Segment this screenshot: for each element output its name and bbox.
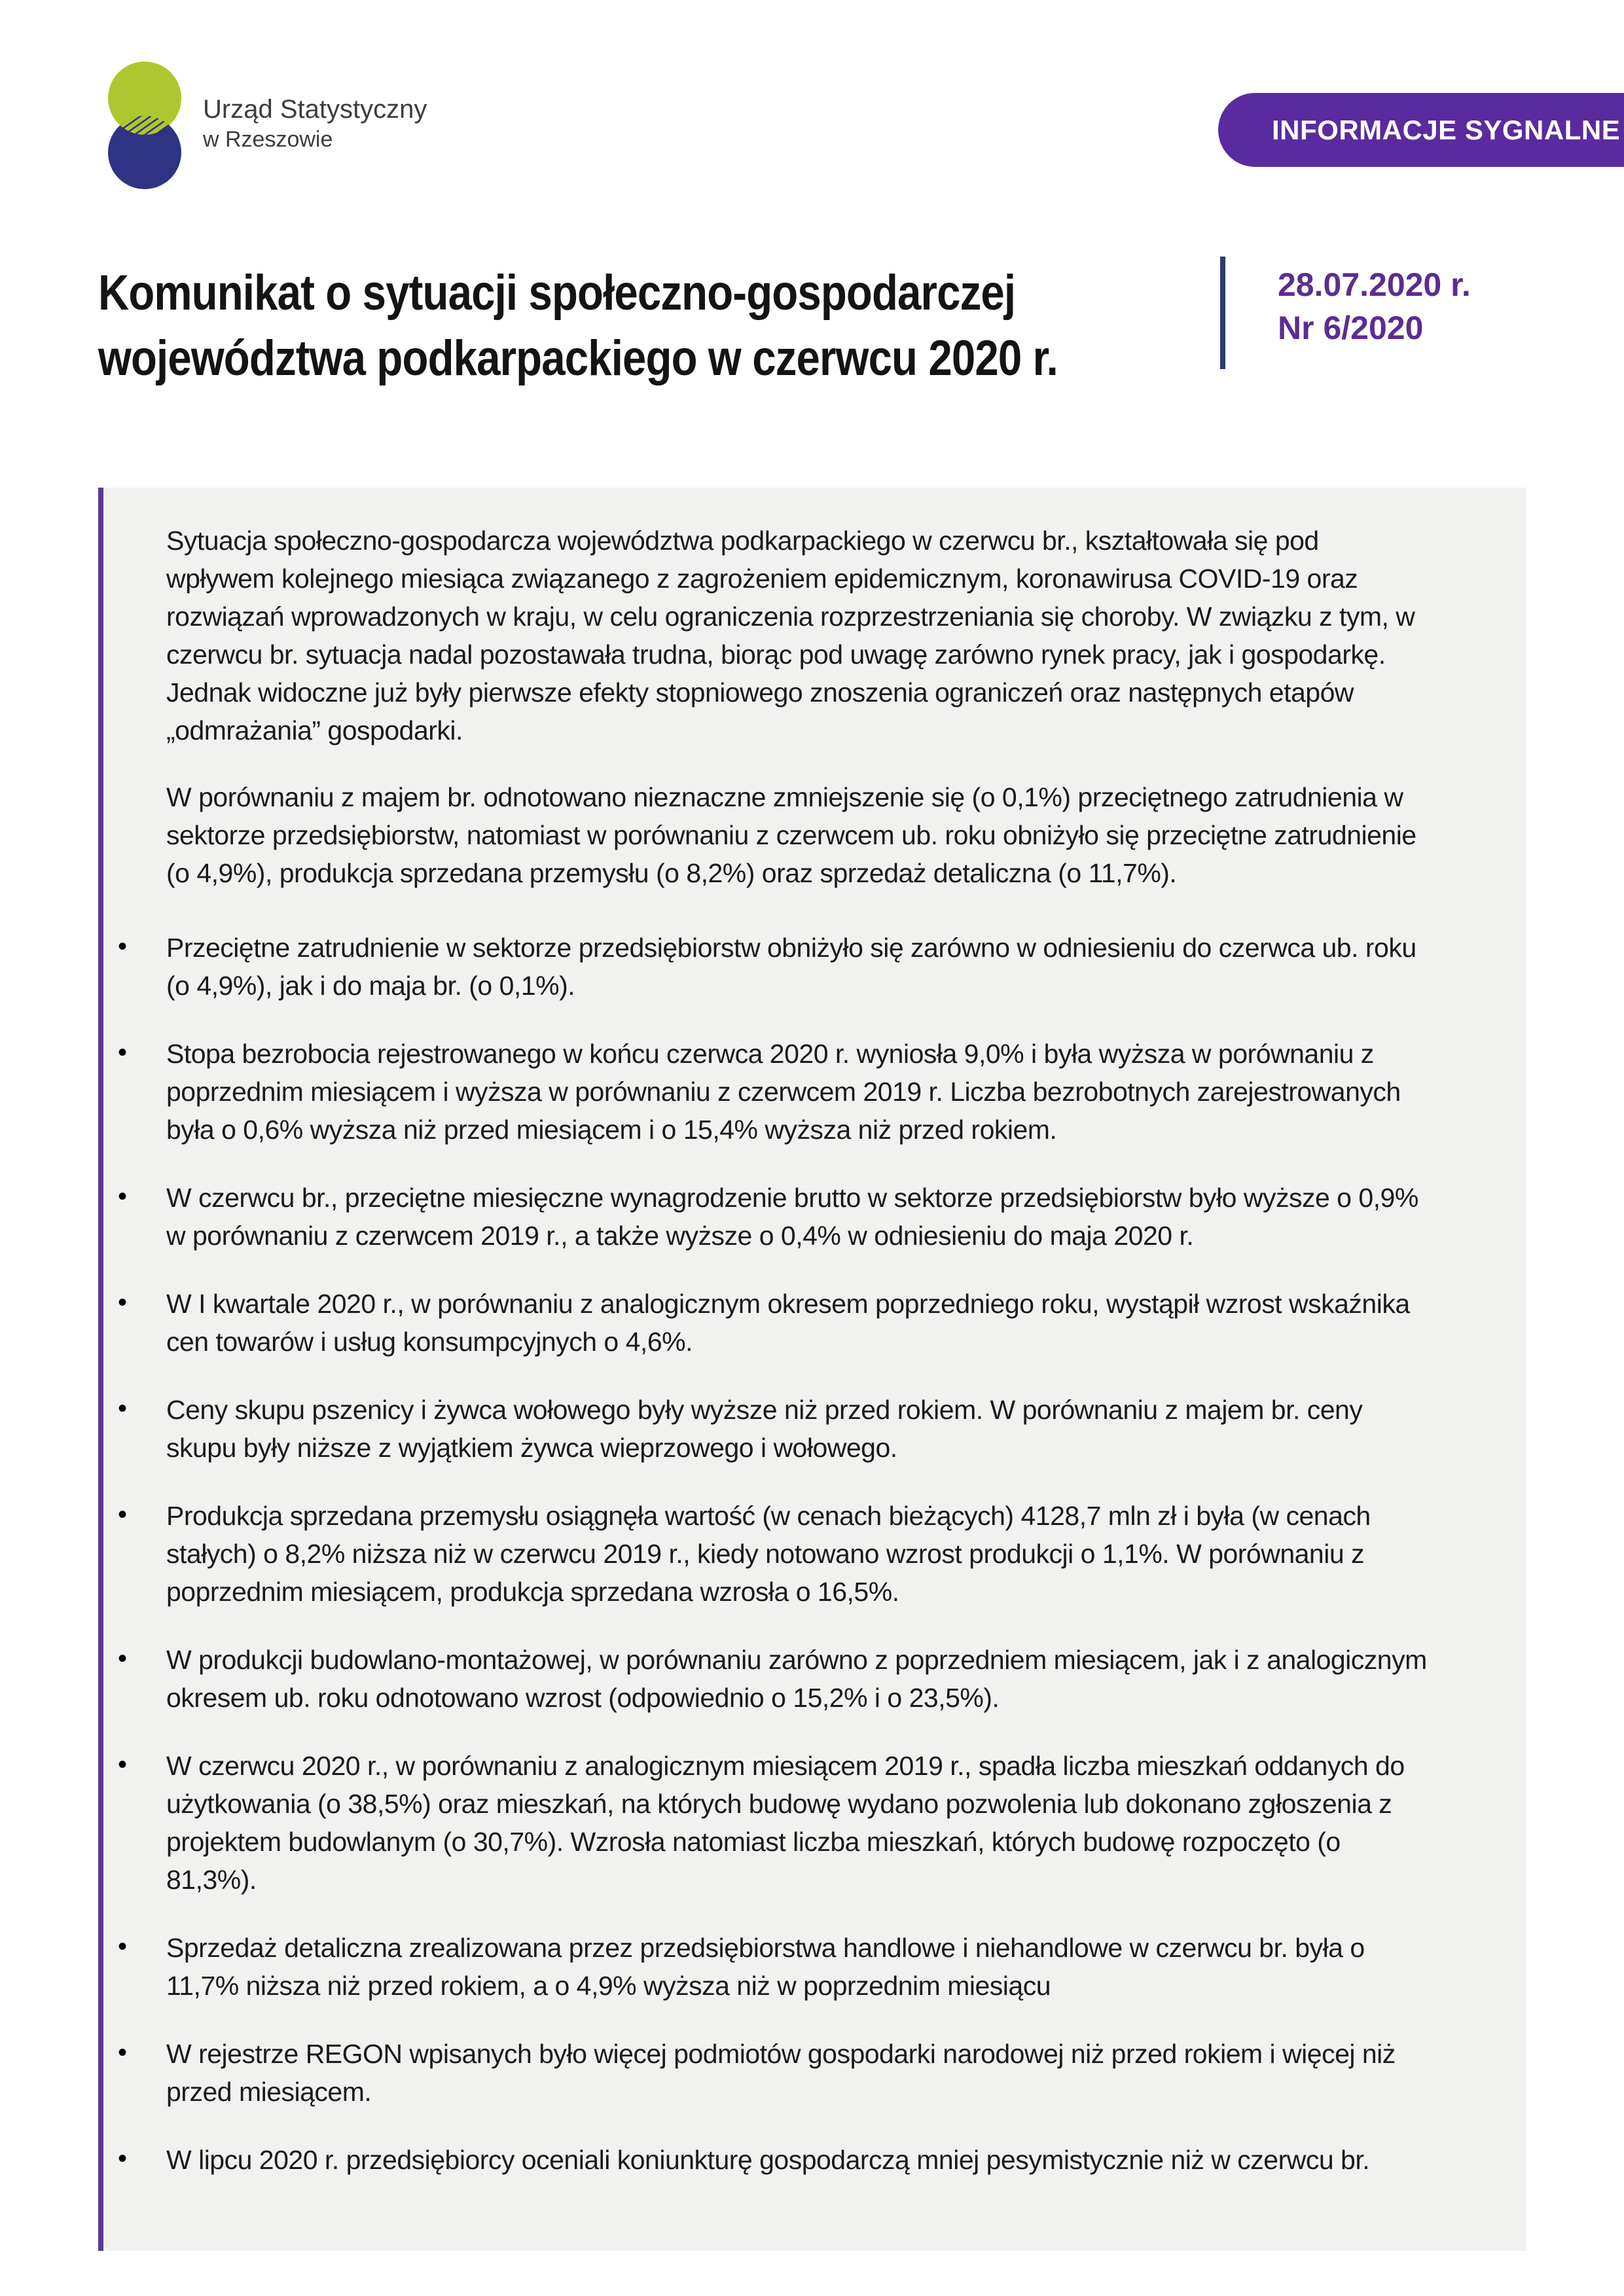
summary-bullet-item: • W czerwcu 2020 r., w porównaniu z analogicznym miesiącem 2019 r., spadła liczba mieszkań oddanych do użytkowania (o 38,5%) oraz mieszkań, na których budowę wydano pozwolenia lub dokonano zgłoszenia z projektem budowlanym (o 30,7%). Wzrosła natomiast liczba mieszkań, których budowę rozpoczęto (o 81,3%). [166,1747,1428,1899]
bullet-dot-icon: • [118,2144,127,2173]
summary-bullet-item: • Sprzedaż detaliczna zrealizowana przez przedsiębiorstwa handlowe i niehandlowe w czerwcu br. była o 11,7% niższa niż przed rokiem, a o 4,9% wyższa niż w poprzednim miesiącu [166,1929,1428,2005]
info-signal-badge-label: INFORMACJE SYGNALNE [1272,114,1621,145]
logo-text [203,95,427,152]
summary-bullet-item: • W produkcji budowlano-montażowej, w porównaniu zarówno z poprzedniem miesiącem, jak i z analogicznym okresem ub. roku odnotowano wzrost (odpowiednio o 15,2% i o 23,5%). [166,1641,1428,1717]
summary-bullet-item: • Przeciętne zatrudnienie w sektorze przedsiębiorstw obniżyło się zarówno w odniesieniu do czerwca ub. roku (o 4,9%), jak i do maja br. (o 0,1%). [166,929,1428,1005]
title-divider-line [1220,257,1225,369]
summary-bullet-item: • Ceny skupu pszenicy i żywca wołowego były wyższe niż przed rokiem. W porównaniu z majem br. ceny skupu były niższe z wyjątkiem żywca wieprzowego i wołowego. [166,1391,1428,1467]
logo-org-name: Urząd Statystyczny [203,95,427,124]
logo [106,60,427,191]
summary-box [98,488,1526,2251]
info-signal-badge [1218,93,1624,167]
bullet-dot-icon: • [118,1038,127,1067]
issue-number: Nr 6/2020 [1278,310,1424,346]
summary-bullet-item: • Produkcja sprzedana przemysłu osiągnęła wartość (w cenach bieżących) 4128,7 mln zł i była (w cenach stałych) o 8,2% niższa niż w czerwcu 2019 r., kiedy notowano wzrost produkcji o 1,1%. W porównaniu z poprzednim miesiącem, produkcja sprzedana wzrosła o 16,5%. [166,1497,1428,1611]
summary-paragraph: W porównaniu z majem br. odnotowano nieznaczne zmniejszenie się (o 0,1%) przeciętnego zatrudnienia w sektorze przedsiębiorstw, natomiast w porównaniu z czerwcem ub. roku obniżyło się przeciętne zatrudnienie (o 4,9%), produkcja sprzedana przemysłu (o 8,2%) oraz sprzedaż detaliczna (o 11,7%). [166,782,1416,888]
bullet-dot-icon: • [118,1932,127,1961]
summary-bullet-item: • W lipcu 2020 r. przedsiębiorcy oceniali koniunkturę gospodarczą mniej pesymistycznie niż w czerwcu br. [166,2141,1428,2179]
page-title [98,260,1213,391]
bullet-dot-icon: • [118,932,127,961]
statistics-office-logo-icon [106,60,183,191]
bullet-dot-icon: • [118,1288,127,1317]
bullet-dot-icon: • [118,1394,127,1423]
publication-date: 28.07.2020 r. [1278,266,1471,303]
logo-org-location: w Rzeszowie [203,127,333,152]
summary-bullet-item: • W I kwartale 2020 r., w porównaniu z analogicznym okresem poprzedniego roku, wystąpił wzrost wskaźnika cen towarów i usług konsumpcyjnych o 4,6%. [166,1285,1428,1361]
issue-info [1278,263,1471,350]
summary-bullet-list [118,929,1428,2179]
page-title-line1: Komunikat o sytuacji społeczno-gospodarczej [98,265,1016,321]
summary-bullet-item: • W czerwcu br., przeciętne miesięczne wynagrodzenie brutto w sektorze przedsiębiorstw było wyższe o 0,9% w porównaniu z czerwcem 2019 r., a także wyższe o 0,4% w odniesieniu do maja 2020 r. [166,1179,1428,1255]
summary-paragraph: Sytuacja społeczno-gospodarcza województwa podkarpackiego w czerwcu br., kształtowała się pod wpływem kolejnego miesiąca związanego z zagrożeniem epidemicznym, koronawirusa COVID-19 oraz rozwiązań wprowadzonych w kraju, w celu ograniczenia rozprzestrzeniania się choroby. W związku z tym, w czerwcu br. sytuacja nadal pozostawała trudna, biorąc pod uwagę zarówno rynek pracy, jak i gospodarkę. Jednak widoczne już były pierwsze efekty stopniowego znoszenia ograniczeń oraz następnych etapów „odmrażania” gospodarki. [166,526,1415,745]
bullet-dot-icon: • [118,1182,127,1211]
bullet-dot-icon: • [118,1644,127,1673]
summary-bullet-item: • W rejestrze REGON wpisanych było więcej podmiotów gospodarki narodowej niż przed rokiem i więcej niż przed miesiącem. [166,2035,1428,2111]
bullet-dot-icon: • [118,2038,127,2067]
bullet-dot-icon: • [118,1500,127,1529]
page-title-line2: województwa podkarpackiego w czerwcu 2020 r. [98,331,1058,386]
summary-bullet-item: • Stopa bezrobocia rejestrowanego w końcu czerwca 2020 r. wyniosła 9,0% i była wyższa w porównaniu z poprzednim miesiącem i wyższa w porównaniu z czerwcem 2019 r. Liczba bezrobotnych zarejestrowanych była o 0,6% wyższa niż przed miesiącem i o 15,4% wyższa niż przed rokiem. [166,1035,1428,1149]
bullet-dot-icon: • [118,1750,127,1779]
